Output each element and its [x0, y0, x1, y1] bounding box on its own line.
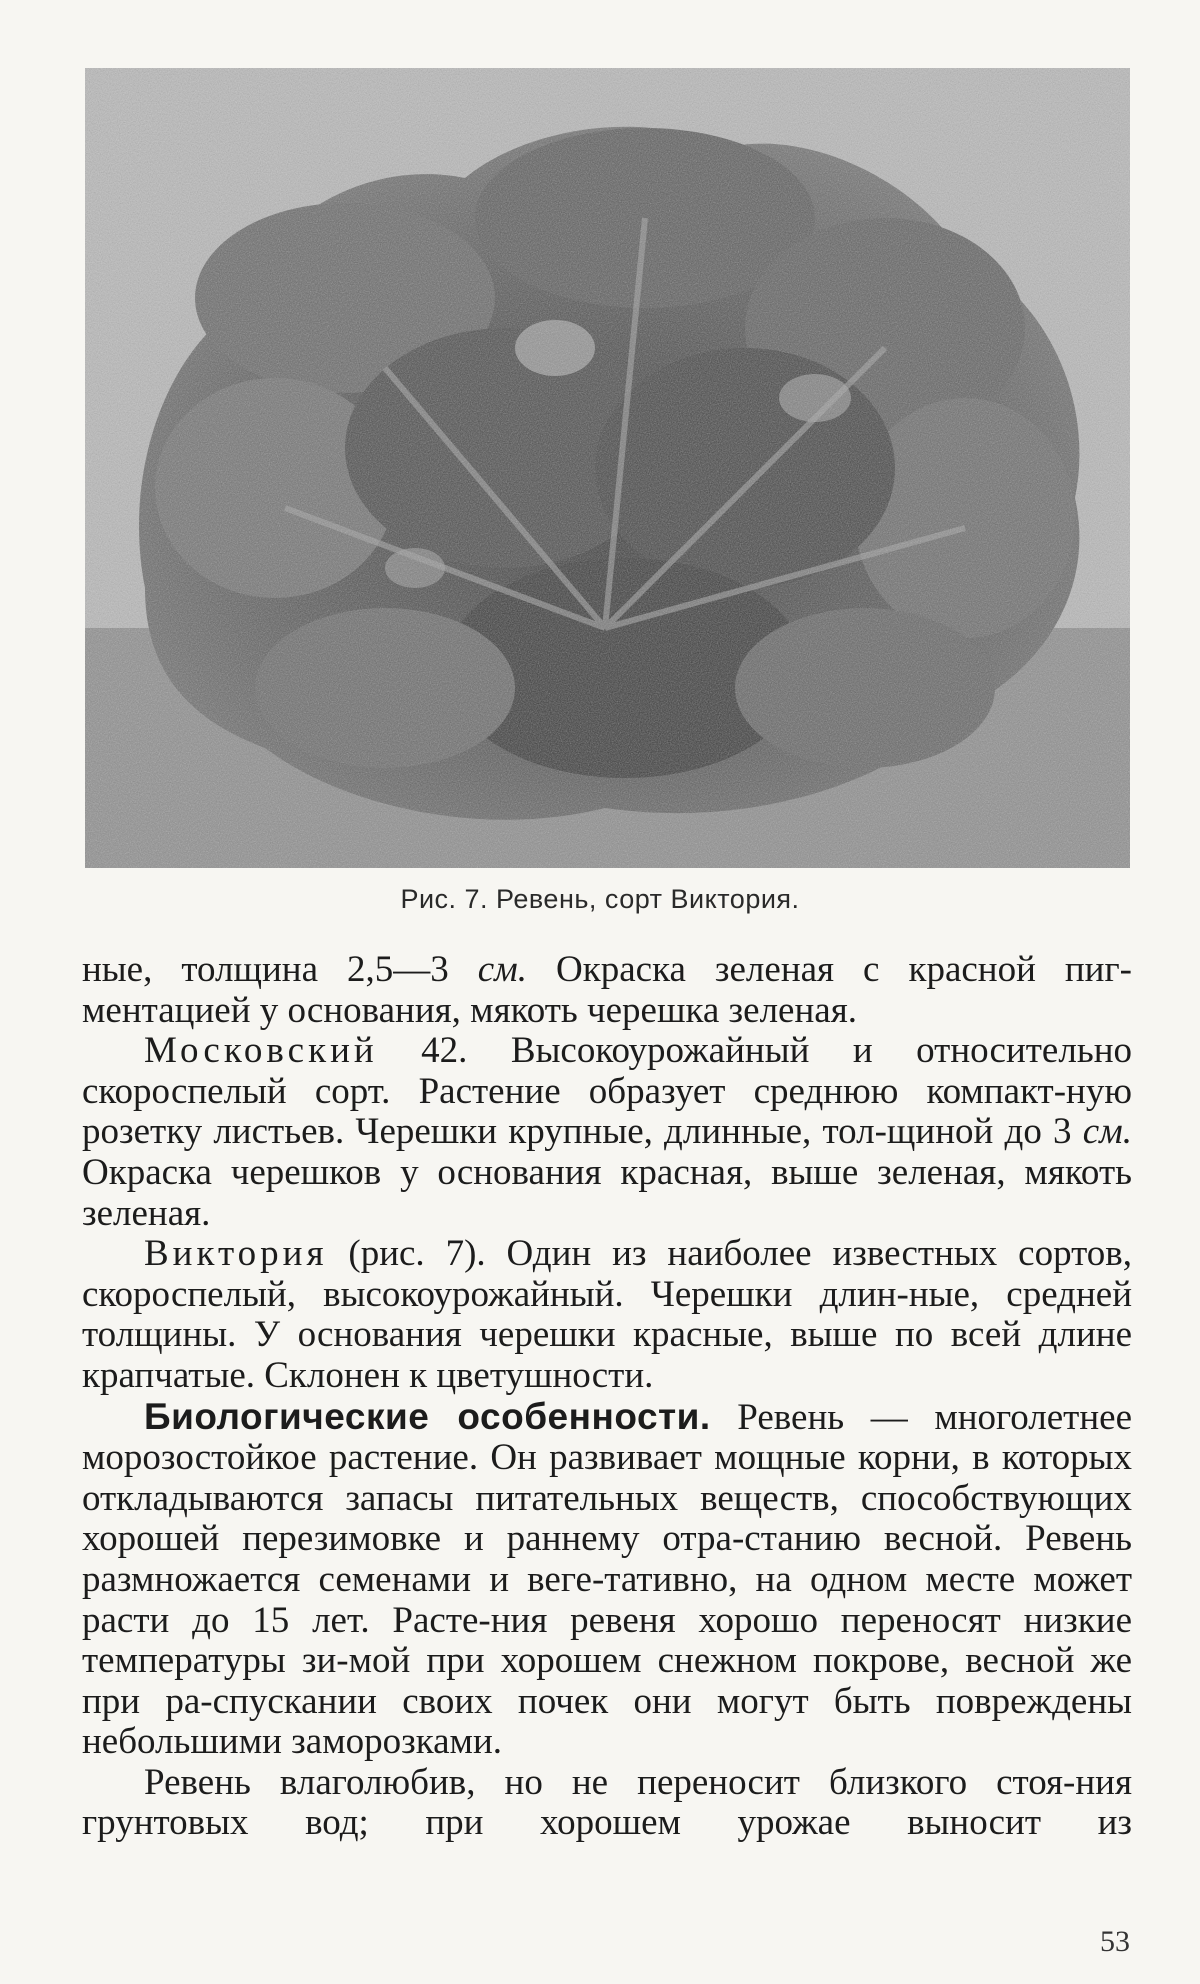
- text-run: Ревень — многолетнее морозостойкое растение. Он развивает мощные корни, в которых откладываются запасы питательных веществ, способствующих хорошей перезимовке и раннему отра-станию весной. Ревень размножается семенами и веге-тативно, на одном месте может расти до 15 лет. Расте-ния ревеня хорошо переносят низкие температуры зи-мой при хорошем снежном покрове, весной же при ра-спускании своих почек они могут быть повреждены небольшими заморозками.: [82, 1396, 1132, 1763]
- variety-name: Виктория: [144, 1233, 328, 1275]
- rhubarb-plant-image: [85, 68, 1130, 868]
- text-run: Ревень влаголюбив, но не переносит близкого стоя-ния грунтовых вод; при хорошем урожае выносит из: [82, 1761, 1132, 1844]
- paragraph-biology: [82, 1397, 1132, 1763]
- paragraph-continuation: [82, 950, 1132, 1031]
- text-run: ные, толщина 2,5—3: [82, 949, 478, 990]
- figure-caption: Рис. 7. Ревень, сорт Виктория.: [400, 884, 800, 914]
- text-run: 42. Высокоурожайный и относительно скороспелый сорт. Растение образует среднюю компакт-ную розетку листьев. Черешки крупные, длинные, тол-щиной до 3: [82, 1030, 1132, 1153]
- paragraph-moisture: [82, 1763, 1132, 1844]
- section-heading: Биологические особенности.: [144, 1395, 711, 1437]
- paragraph-victoria: [82, 1234, 1132, 1396]
- body-text: [82, 950, 1132, 1844]
- rhubarb-photo: [85, 68, 1130, 868]
- text-run: Окраска зеленая с красной пиг-ментацией у основания, мякоть черешка зеленая.: [82, 949, 1132, 1031]
- text-run: Окраска черешков у основания красная, выше зеленая, мякоть зеленая.: [82, 1151, 1132, 1234]
- variety-name: Московский: [144, 1030, 378, 1072]
- unit-label: см.: [477, 949, 528, 990]
- page-number: 53: [1100, 1925, 1130, 1958]
- paragraph-moskovsky: [82, 1031, 1132, 1234]
- text-run: (рис. 7). Один из наиболее известных сортов, скороспелый, высокоурожайный. Черешки длин-ные, средней толщины. У основания черешки красные, выше по всей длине крапчатые. Склонен к цветушности.: [82, 1233, 1132, 1396]
- unit-label: см.: [1082, 1111, 1132, 1153]
